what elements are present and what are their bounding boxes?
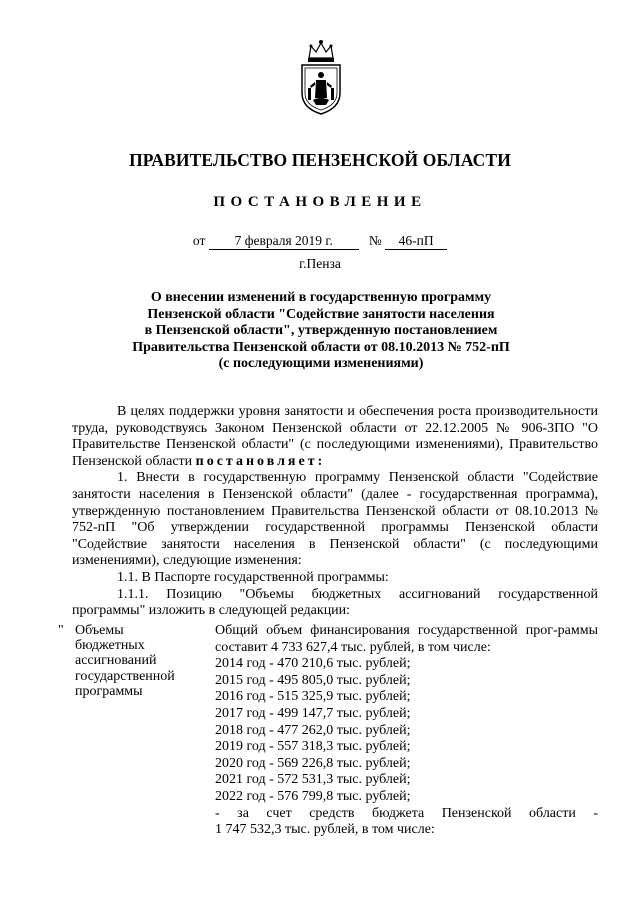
quote-mark: " [58,623,64,638]
heading-line: О внесении изменений в государственную программу [150,290,492,305]
year-line: 2019 год - 557 318,3 тыс. рублей; [215,739,411,755]
decree-date: 7 февраля 2019 г. [209,233,359,250]
heading-line: (с последующими изменениями) [218,356,424,372]
preamble-text: В целях поддержки уровня занятости и обеспечения роста производительности труда, руководствуясь Законом Пензенской области от 22.12.2005 № 906-ЗПО "О Правительстве Пензенской области" (с последующими изменениями), Правительство Пензенской области [72,404,598,469]
coat-of-arms-emblem [296,38,346,116]
year-line: 2020 год - 569 226,8 тыс. рублей; [215,755,411,771]
year-line: 2015 год - 495 805,0 тыс. рублей; [215,672,411,688]
paragraph-1-1-1: 1.1.1. Позицию "Объемы бюджетных ассигнований государственной программы" изложить в следующей редакции: [72,586,598,619]
heading-line: Правительства Пензенской области от 08.10.2013 № 752-пП [132,339,510,355]
table-content [215,623,598,839]
paragraph-1-1: 1.1. В Паспорте государственной программы: [117,569,389,585]
financing-intro: Общий объем финансирования государственной прог-раммы составит 4 733 627,4 тыс. рублей, в том числе: [215,623,598,655]
year-line: 2018 год - 477 262,0 тыс. рублей; [215,722,411,738]
paragraph-1: 1. Внести в государственную программу Пензенской области "Содействие занятости населения в Пензенской области" (далее - государственная программа), утвержденную постановлением Правительства Пензенской области от 08.10.2013 № 752-пП "Об утверждении государственной программы Пензенской области "Содействие занятости населения в Пензенской области" (с последующими изменениями), следующие изменения: [72,470,598,569]
date-number-line [0,233,640,250]
budget-total: 1 747 532,3 тыс. рублей, в том числе: [215,822,435,838]
document-type: ПОСТАНОВЛЕНИЕ [213,194,427,210]
government-title: ПРАВИТЕЛЬСТВО ПЕНЗЕНСКОЙ ОБЛАСТИ [129,150,511,170]
decree-body [72,404,598,620]
resolves-word: постановляет: [195,453,326,469]
decree-number: 46-пП [385,233,447,250]
budget-line: - за счет средств бюджета Пензенской области - [215,805,598,821]
number-sign: № [368,233,382,248]
heading-line: в Пензенской области", утвержденную постановлением [144,323,498,339]
decree-heading [96,290,546,373]
table-label: Объемы бюджетных ассигнований государственной программы [75,623,175,699]
year-line: 2021 год - 572 531,3 тыс. рублей; [215,772,411,788]
city: г.Пенза [299,256,341,271]
year-line: 2017 год - 499 147,7 тыс. рублей; [215,705,411,721]
heading-line: Пензенской области "Содействие занятости населения [147,306,495,322]
preamble-paragraph [72,404,598,470]
year-line: 2016 год - 515 325,9 тыс. рублей; [215,689,411,705]
year-line: 2014 год - 470 210,6 тыс. рублей; [215,656,411,672]
date-prefix: от [192,233,206,248]
year-line: 2022 год - 576 799,8 тыс. рублей; [215,788,411,804]
